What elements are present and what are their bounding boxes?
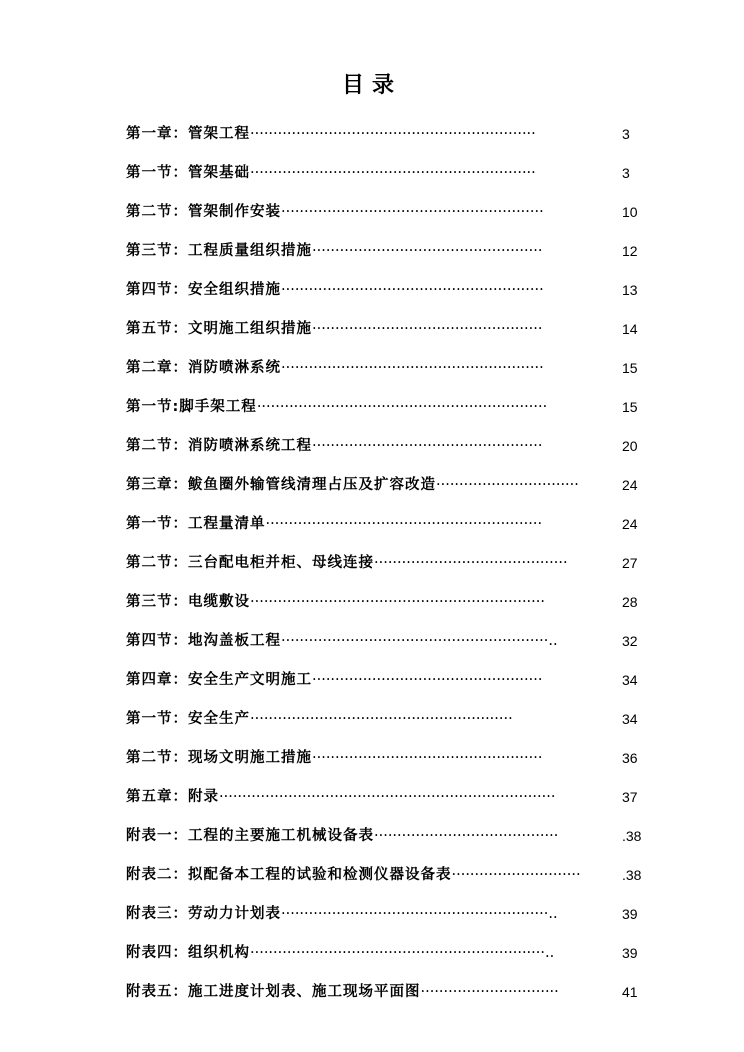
- toc-entry[interactable]: [126, 979, 646, 1018]
- toc-entry-label: 第二章：消防喷淋系统: [126, 360, 281, 376]
- toc-entry-page-number: 27: [622, 555, 638, 571]
- toc-entry[interactable]: [126, 667, 646, 706]
- toc-entry[interactable]: [126, 901, 646, 940]
- toc-entry-label: 附表四：组织机构: [126, 945, 250, 961]
- toc-entry-page-number: 28: [622, 594, 638, 610]
- toc-entry-leader: ·········································································: [219, 789, 556, 805]
- toc-entry-page-number: 20: [622, 438, 638, 454]
- toc-entry[interactable]: [126, 706, 646, 745]
- toc-entry-leader: ······························································: [250, 126, 536, 142]
- toc-entry[interactable]: [126, 277, 646, 316]
- toc-entry-label: 附表一：工程的主要施工机械设备表: [126, 828, 374, 844]
- toc-entry-leader: ·······························································: [256, 399, 548, 415]
- toc-entry-page-number: 34: [622, 711, 638, 727]
- toc-entry-label: 第一章：管架工程: [126, 126, 250, 142]
- toc-entry-label: 附表三：劳动力计划表: [126, 906, 281, 922]
- toc-entry[interactable]: [126, 823, 646, 862]
- toc-entry[interactable]: [126, 862, 646, 901]
- toc-entry-label: 第三节：电缆敷设: [126, 594, 250, 610]
- toc-entry-label: 第一节：管架基础: [126, 165, 250, 181]
- toc-entry-page-number: 39: [622, 945, 638, 961]
- toc-entry-label: 第二节：现场文明施工措施: [126, 750, 312, 766]
- toc-entry-label: 第四节：地沟盖板工程: [126, 633, 281, 649]
- toc-entry-label: 第四节：安全组织措施: [126, 282, 281, 298]
- toc-entry-leader: ······························: [420, 984, 559, 1000]
- toc-entry-page-number: 3: [622, 165, 630, 181]
- toc-entry-leader: ··················································: [312, 243, 543, 259]
- toc-entry[interactable]: [126, 121, 646, 160]
- toc-entry-label: 第五章：附录: [126, 789, 219, 805]
- toc-entry[interactable]: [126, 745, 646, 784]
- toc-entry-leader: ··········································: [374, 555, 568, 571]
- toc-entry[interactable]: [126, 199, 646, 238]
- toc-entry-label: 第五节：文明施工组织措施: [126, 321, 312, 337]
- toc-entry[interactable]: [126, 472, 646, 511]
- toc-entry-page-number: 39: [622, 906, 638, 922]
- toc-entry-leader: ····························: [451, 867, 581, 883]
- toc-entry-leader: ··················································: [312, 750, 543, 766]
- toc-entry-label: 第三章：鲅鱼圈外输管线清理占压及扩容改造: [126, 477, 436, 493]
- toc-entry-page-number: 24: [622, 516, 638, 532]
- toc-entry[interactable]: [126, 550, 646, 589]
- toc-entry-leader: ··························································..: [281, 633, 558, 649]
- toc-entry-label: 第一节:脚手架工程: [126, 399, 257, 415]
- toc-entry-leader: ········································: [374, 828, 559, 844]
- toc-entry-leader: ·······························: [436, 477, 579, 493]
- toc-entry[interactable]: [126, 355, 646, 394]
- toc-entry-page-number: 36: [622, 750, 638, 766]
- toc-entry[interactable]: [126, 589, 646, 628]
- toc-entry-label: 第三节：工程质量组织措施: [126, 243, 312, 259]
- toc-entry[interactable]: [126, 160, 646, 199]
- toc-entry-leader: ·························································: [281, 360, 544, 376]
- toc-entry-leader: ································································..: [250, 945, 555, 961]
- toc-entry-label: 第二节：管架制作安装: [126, 204, 281, 220]
- toc-entry-leader: ··················································: [312, 672, 543, 688]
- toc-entry-page-number: 13: [622, 282, 638, 298]
- toc-entry-leader: ··························································..: [281, 906, 558, 922]
- toc-entry-page-number: 15: [622, 360, 638, 376]
- toc-entry-leader: ·························································: [250, 711, 513, 727]
- toc-entry-page-number: 3: [622, 126, 630, 142]
- toc-entry-page-number: 15: [622, 399, 638, 415]
- toc-entry[interactable]: [126, 238, 646, 277]
- toc-entry[interactable]: [126, 433, 646, 472]
- toc-entry[interactable]: [126, 940, 646, 979]
- toc-entry-page-number: 34: [622, 672, 638, 688]
- toc-entry-label: 第四章：安全生产文明施工: [126, 672, 312, 688]
- toc-entry-page-number: 24: [622, 477, 638, 493]
- toc-entry[interactable]: [126, 316, 646, 355]
- toc-entry-label: 第二节：消防喷淋系统工程: [126, 438, 312, 454]
- toc-entry-page-number: .38: [622, 867, 642, 883]
- toc-entry-page-number: 10: [622, 204, 638, 220]
- toc-entry-label: 附表二：拟配备本工程的试验和检测仪器设备表: [126, 867, 452, 883]
- toc-entry-label: 附表五：施工进度计划表、施工现场平面图: [126, 984, 421, 1000]
- toc-entry-leader: ································································: [250, 594, 545, 610]
- toc-entry-label: 第一节：工程量清单: [126, 516, 266, 532]
- toc-entry-leader: ······························································: [250, 165, 536, 181]
- toc-entry-page-number: 37: [622, 789, 638, 805]
- toc-entry-page-number: 14: [622, 321, 638, 337]
- toc-entry[interactable]: [126, 784, 646, 823]
- toc-entry-page-number: 41: [622, 984, 638, 1000]
- toc-entry-label: 第二节：三台配电柜并柜、母线连接: [126, 555, 374, 571]
- toc-entry-leader: ··················································: [312, 438, 543, 454]
- table-of-contents: [126, 121, 646, 1018]
- toc-entry-leader: ··················································: [312, 321, 543, 337]
- page-title: 目录: [341, 73, 402, 98]
- toc-entry-leader: ·························································: [281, 204, 544, 220]
- toc-entry[interactable]: [126, 511, 646, 550]
- toc-entry[interactable]: [126, 394, 646, 433]
- toc-entry-page-number: .38: [622, 828, 642, 844]
- toc-entry[interactable]: [126, 628, 646, 667]
- toc-entry-page-number: 32: [622, 633, 638, 649]
- toc-entry-page-number: 12: [622, 243, 638, 259]
- toc-entry-label: 第一节：安全生产: [126, 711, 250, 727]
- toc-entry-leader: ·························································: [281, 282, 544, 298]
- toc-entry-leader: ····························································: [265, 516, 543, 532]
